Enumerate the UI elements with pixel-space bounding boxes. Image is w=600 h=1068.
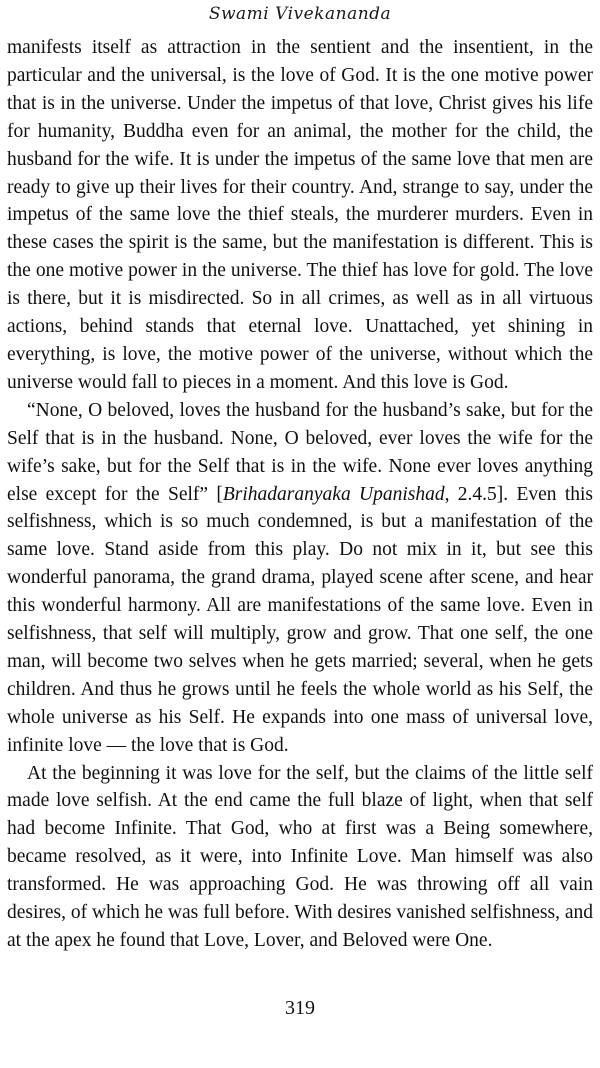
paragraph-1: manifests itself as attraction in the sentient and the insentient, in the particular and the universal, is the love of God. It is the one motive power that is in the universe. Under the impetus of that love, Christ gives his life for humanity, Buddha even for an animal, the mother for the child, the husband for the wife. It is under the impetus of the same love that men are ready to give up their lives for their country. And, strange to say, under the impetus of the same love the thief steals, the murderer murders. Even in these cases the spirit is the same, but the manifestation is different. This is the one motive power in the universe. The thief has love for gold. The love is there, but it is misdirected. So in all crimes, as well as in all virtuous actions, behind stands that eternal love. Unattached, yet shining in everything, is love, the motive power of the universe, without which the universe would fall to pieces in a moment. And this love is God. <box>7 37 593 393</box>
paragraph-2-text-after-citation: , 2.4.5]. Even this selfishness, which is so much condemned, is but a manifestation of the same love. Stand aside from this play. Do not mix in it, but see this wonderful panorama, the grand drama, played scene after scene, and hear this wonderful harmony. All are manifestations of the same love. Even in selfishness, that self will multiply, grow and grow. That one self, the one man, will become two selves when he gets married; several, when he gets children. And thus he grows until he feels the whole world as his Self, the whole universe as his Self. He expands into one mass of universal love, infinite love — the love that is God. <box>7 483 594 756</box>
paragraph-2-text-before-citation: “None, O beloved, loves the husband for the husband’s sake, but for the Self that is in the husband. None, O beloved, ever loves the wife for the wife’s sake, but for the Self that is in the wife. None ever loves anything else except for the Self” [ <box>7 399 593 505</box>
paragraph-3: At the beginning it was love for the self, but the claims of the little self made love selfish. At the end came the full blaze of light, when that self had become Infinite. That God, who at first was a Being somewhere, became resolved, as it were, into Infinite Love. Man himself was also transformed. He was approaching God. He was throwing off all vain desires, of which he was full before. With desires vanished selfishness, and at the apex he found that Love, Lover, and Beloved were One. <box>7 762 593 951</box>
citation-title: Brihadaranyaka Upanishad <box>222 483 445 505</box>
page-number: 319 <box>285 997 315 1019</box>
paragraph-2 <box>7 397 593 760</box>
body-text <box>7 34 593 955</box>
running-head: Swami Vivekananda <box>208 4 392 24</box>
